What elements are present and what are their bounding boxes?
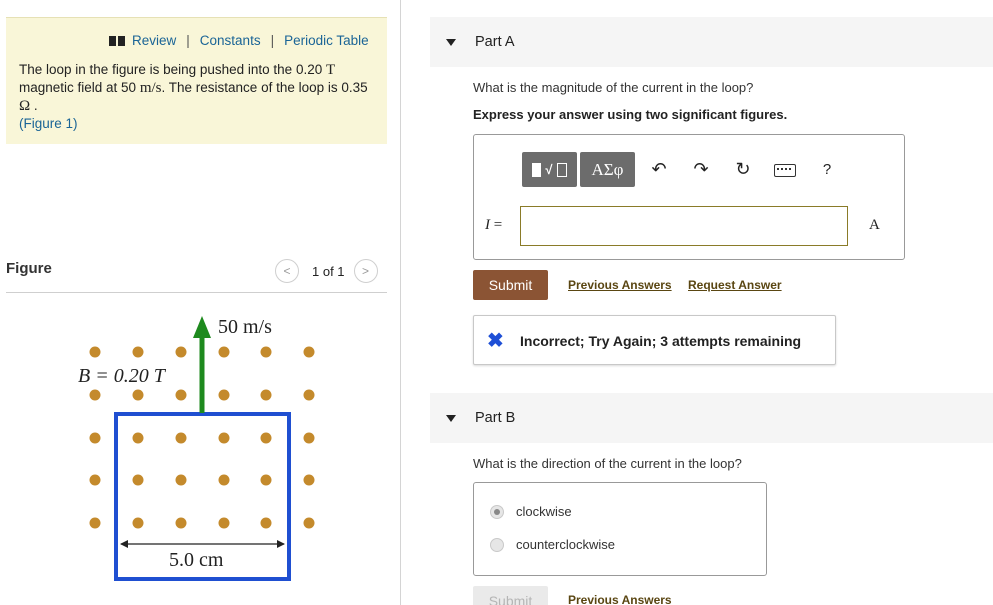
- undo-icon[interactable]: ↶: [651, 159, 667, 179]
- figure-header: [6, 259, 387, 293]
- incorrect-icon: ✖: [487, 330, 504, 352]
- collapse-caret-icon[interactable]: [446, 39, 456, 46]
- resource-links: [109, 33, 369, 48]
- separator: |: [186, 33, 190, 48]
- field-dot: [90, 390, 101, 401]
- unit-ohm: Ω: [19, 98, 31, 114]
- field-dot: [261, 475, 272, 486]
- redo-icon[interactable]: ↷: [693, 159, 709, 179]
- choice-label: clockwise: [516, 504, 572, 519]
- field-dot: [219, 390, 230, 401]
- constants-link[interactable]: Constants: [199, 33, 261, 48]
- figure-pager: [275, 259, 378, 283]
- keyboard-icon[interactable]: [764, 159, 806, 180]
- prev-figure-button[interactable]: <: [275, 259, 299, 283]
- loop-figure: [60, 306, 350, 596]
- field-dot: [304, 518, 315, 529]
- field-dot: [133, 390, 144, 401]
- answer-input[interactable]: [520, 206, 848, 246]
- templates-button[interactable]: [522, 152, 577, 187]
- column-divider: [400, 0, 401, 605]
- problem-intro: [6, 17, 387, 144]
- part-a-header[interactable]: [430, 17, 993, 67]
- template-box-icon: [557, 163, 567, 177]
- field-dot: [176, 518, 187, 529]
- problem-text: . The resistance of the loop is 0.35: [161, 80, 368, 95]
- field-dot: [90, 518, 101, 529]
- field-dot: [304, 433, 315, 444]
- radio-counterclockwise[interactable]: [490, 538, 504, 552]
- collapse-caret-icon[interactable]: [446, 415, 456, 422]
- field-dot: [90, 475, 101, 486]
- previous-answers-link[interactable]: Previous Answers: [568, 278, 672, 292]
- field-dot: [261, 390, 272, 401]
- problem-statement: [19, 61, 379, 133]
- field-dot: [304, 347, 315, 358]
- part-b-question: What is the direction of the current in the loop?: [473, 456, 742, 471]
- greek-symbols-button[interactable]: ΑΣφ: [580, 152, 635, 187]
- figure-link[interactable]: (Figure 1): [19, 116, 78, 131]
- periodic-table-link[interactable]: Periodic Table: [284, 33, 369, 48]
- field-dot: [133, 347, 144, 358]
- problem-text: magnetic field at 50: [19, 80, 140, 95]
- field-dot: [133, 433, 144, 444]
- field-dot: [90, 347, 101, 358]
- equals-sign: =: [490, 217, 503, 233]
- field-dot: [261, 433, 272, 444]
- field-dot: [90, 433, 101, 444]
- reset-icon[interactable]: ↻: [735, 159, 751, 179]
- left-panel: [0, 0, 400, 605]
- feedback-text: Incorrect; Try Again; 3 attempts remaining: [520, 333, 802, 349]
- part-a-title: Part A: [475, 34, 515, 50]
- direction-choices: [473, 482, 767, 576]
- field-dot: [133, 475, 144, 486]
- problem-text: .: [30, 98, 38, 113]
- unit-tesla: T: [325, 62, 336, 78]
- part-b-title: Part B: [475, 410, 516, 426]
- template-square-icon: [532, 163, 541, 177]
- request-answer-link[interactable]: Request Answer: [688, 278, 782, 292]
- feedback-box: [473, 315, 836, 365]
- submit-button-disabled[interactable]: Submit: [473, 586, 548, 605]
- field-dot: [304, 390, 315, 401]
- field-label: B = 0.20 T: [78, 365, 165, 387]
- field-dot: [304, 475, 315, 486]
- width-arrow-right: [277, 540, 285, 548]
- field-dot: [219, 475, 230, 486]
- pager-count: 1 of 1: [312, 263, 345, 279]
- field-dot: [219, 347, 230, 358]
- choice-label: counterclockwise: [516, 537, 615, 552]
- review-link[interactable]: Review: [132, 33, 177, 48]
- choice-clockwise[interactable]: [490, 504, 572, 519]
- radio-clockwise[interactable]: [490, 505, 504, 519]
- problem-text: The loop in the figure is being pushed into the 0.20: [19, 62, 326, 77]
- book-icon: [109, 36, 125, 46]
- field-dot: [176, 433, 187, 444]
- part-a-question: What is the magnitude of the current in the loop?: [473, 80, 754, 95]
- answer-panel: [473, 134, 905, 260]
- sqrt-icon: √: [545, 162, 553, 177]
- width-arrow-left: [120, 540, 128, 548]
- unit-label: A: [869, 217, 880, 233]
- field-dot: [219, 518, 230, 529]
- next-figure-button[interactable]: >: [354, 259, 378, 283]
- field-dot: [176, 347, 187, 358]
- part-a-instruction: Express your answer using two significant figures.: [473, 107, 788, 122]
- field-dot: [261, 347, 272, 358]
- math-toolbar: [522, 152, 848, 187]
- field-dot: [133, 518, 144, 529]
- variable-label: [485, 217, 502, 234]
- separator: |: [270, 33, 275, 48]
- figure-title: Figure: [6, 260, 52, 277]
- field-dot: [261, 518, 272, 529]
- submit-button[interactable]: Submit: [473, 270, 548, 300]
- field-dot: [176, 390, 187, 401]
- choice-counterclockwise[interactable]: [490, 537, 615, 552]
- field-dot: [219, 433, 230, 444]
- part-b-header[interactable]: [430, 393, 993, 443]
- velocity-label: 50 m/s: [218, 316, 272, 338]
- previous-answers-link[interactable]: Previous Answers: [568, 593, 672, 605]
- help-icon[interactable]: ?: [822, 161, 832, 178]
- velocity-arrow-head: [193, 316, 211, 338]
- width-label: 5.0 cm: [169, 549, 224, 571]
- unit-velocity: m/s: [139, 80, 162, 96]
- variable-symbol: I: [485, 217, 490, 233]
- field-dot: [176, 475, 187, 486]
